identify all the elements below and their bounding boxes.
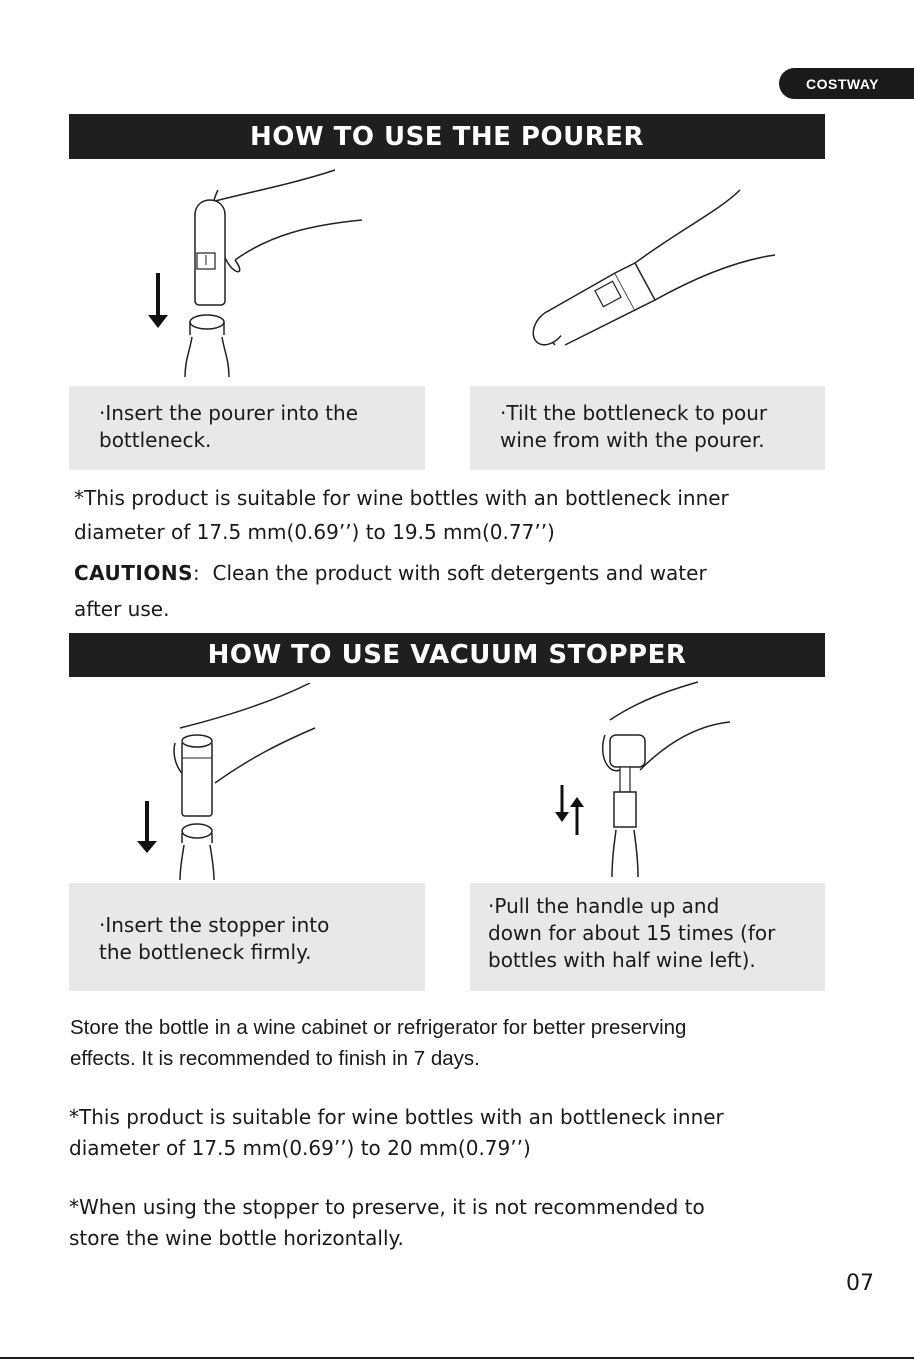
pourer-suitability-line2: diameter of 17.5 mm(0.69’’) to 19.5 mm(0.77’’) (74, 520, 555, 544)
page-number: 07 (846, 1271, 874, 1296)
horizontal-warning-line2: store the wine bottle horizontally. (69, 1226, 404, 1250)
stopper-step-insert (69, 883, 425, 991)
stopper-suitability-note (69, 1102, 869, 1164)
cautions-separator: : (193, 561, 200, 585)
storage-note-line2: effects. It is recommended to finish in 7 days. (70, 1047, 480, 1070)
stopper-insert-illustration (130, 683, 330, 883)
storage-note-line1: Store the bottle in a wine cabinet or refrigerator for better preserving (70, 1016, 687, 1039)
horizontal-storage-warning (69, 1192, 869, 1254)
pourer-insert-illustration (140, 165, 380, 380)
stopper-section-title: HOW TO USE VACUUM STOPPER (69, 633, 825, 677)
pourer-tilt-illustration (520, 185, 790, 355)
pourer-step-tilt-line2: wine from with the pourer. (500, 428, 765, 452)
cautions-text: Clean the product with soft detergents and water (212, 561, 707, 585)
pourer-suitability-line1: *This product is suitable for wine bottles with an bottleneck inner (74, 486, 729, 510)
arrow-down-icon (137, 801, 157, 853)
stopper-step-pump-line3: bottles with half wine left). (488, 948, 756, 972)
stopper-step-pump-line1: ·Pull the handle up and (488, 894, 720, 918)
pourer-step-insert-line1: ·Insert the pourer into the (99, 401, 359, 425)
stopper-step-insert-line1: ·Insert the stopper into (99, 913, 330, 937)
pourer-step-insert-line2: bottleneck. (99, 428, 212, 452)
storage-note (70, 1012, 860, 1074)
bottom-rule (0, 1357, 914, 1359)
horizontal-warning-line1: *When using the stopper to preserve, it is not recommended to (69, 1195, 705, 1219)
cautions-text-line2: after use. (74, 597, 170, 621)
cautions-label: CAUTIONS (74, 561, 194, 585)
stopper-suitability-line2: diameter of 17.5 mm(0.69’’) to 20 mm(0.79’’) (69, 1136, 531, 1160)
pourer-section-title: HOW TO USE THE POURER (69, 114, 825, 159)
stopper-step-pump (470, 883, 825, 991)
pourer-suitability-note (74, 481, 854, 549)
stopper-step-pump-line2: down for about 15 times (for (488, 921, 776, 945)
brand-badge: COSTWAY (779, 68, 914, 99)
pourer-step-tilt (470, 386, 825, 470)
stopper-step-insert-line2: the bottleneck firmly. (99, 940, 312, 964)
stopper-pump-illustration (550, 680, 750, 880)
pourer-step-tilt-line1: ·Tilt the bottleneck to pour (500, 401, 768, 425)
arrow-down-icon (148, 273, 168, 328)
pourer-cautions (74, 555, 854, 627)
pourer-step-insert (69, 386, 425, 470)
arrow-up-down-icon (555, 785, 584, 835)
stopper-suitability-line1: *This product is suitable for wine bottles with an bottleneck inner (69, 1105, 724, 1129)
